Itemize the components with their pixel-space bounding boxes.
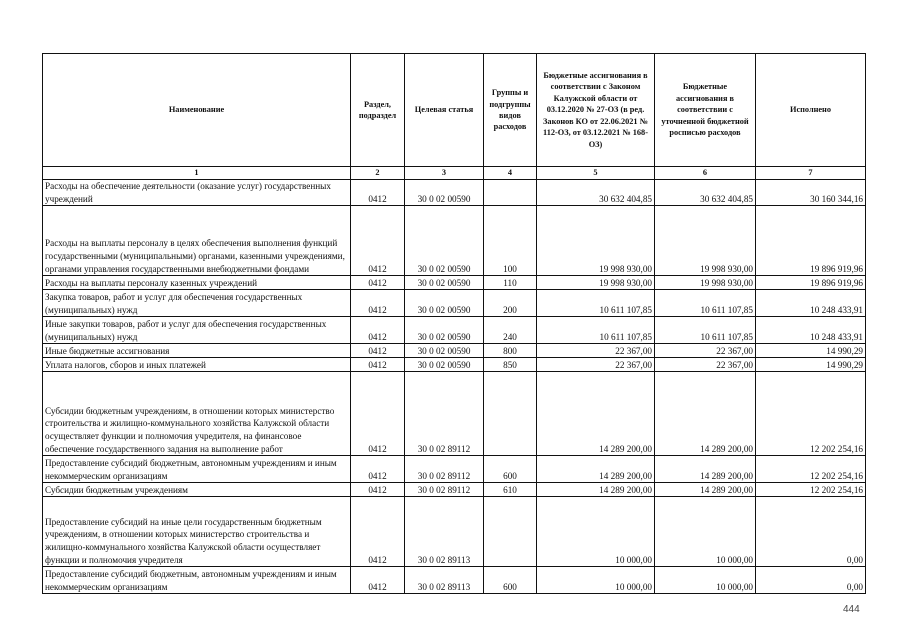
header-executed: Исполнено <box>756 54 866 167</box>
row-section: 0412 <box>351 372 405 456</box>
row-law-amount: 14 289 200,00 <box>537 456 655 483</box>
row-target-article: 30 0 02 89113 <box>405 497 484 567</box>
table-row <box>43 483 866 497</box>
row-name: Иные закупки товаров, работ и услуг для обеспечения государственных (муниципальных) нужд <box>43 317 351 344</box>
row-executed-amount: 10 248 433,91 <box>756 317 866 344</box>
row-law-amount: 10 611 107,85 <box>537 290 655 317</box>
row-executed-amount: 12 202 254,16 <box>756 372 866 456</box>
row-section: 0412 <box>351 180 405 206</box>
header-refined-appropriations: Бюджетные ассигнования в соответствии с уточненной бюджетной росписью расходов <box>655 54 756 167</box>
row-executed-amount: 19 896 919,96 <box>756 206 866 276</box>
row-expense-group <box>484 372 537 456</box>
table-row <box>43 372 866 456</box>
table-row <box>43 317 866 344</box>
row-law-amount: 22 367,00 <box>537 358 655 372</box>
row-name: Иные бюджетные ассигнования <box>43 344 351 358</box>
row-target-article: 30 0 02 89112 <box>405 483 484 497</box>
row-executed-amount: 14 990,29 <box>756 344 866 358</box>
row-expense-group: 850 <box>484 358 537 372</box>
row-section: 0412 <box>351 276 405 290</box>
table-row <box>43 456 866 483</box>
row-expense-group: 110 <box>484 276 537 290</box>
row-name: Предоставление субсидий бюджетным, автономным учреждениям и иным некоммерческим организациям <box>43 567 351 594</box>
row-target-article: 30 0 02 00590 <box>405 180 484 206</box>
column-number: 4 <box>484 167 537 180</box>
row-name: Предоставление субсидий на иные цели государственным бюджетным учреждениям, в отношении которых министерство строительства и жилищно-коммунального хозяйства Калужской области осуществляет функции и полномочия учредителя <box>43 497 351 567</box>
row-name: Предоставление субсидий бюджетным, автономным учреждениям и иным некоммерческим организациям <box>43 456 351 483</box>
row-target-article: 30 0 02 00590 <box>405 317 484 344</box>
row-executed-amount: 12 202 254,16 <box>756 483 866 497</box>
row-target-article: 30 0 02 89113 <box>405 567 484 594</box>
row-section: 0412 <box>351 567 405 594</box>
table-row <box>43 180 866 206</box>
row-name: Расходы на обеспечение деятельности (оказание услуг) государственных учреждений <box>43 180 351 206</box>
row-executed-amount: 14 990,29 <box>756 358 866 372</box>
row-target-article: 30 0 02 00590 <box>405 358 484 372</box>
row-executed-amount: 19 896 919,96 <box>756 276 866 290</box>
row-refined-amount: 22 367,00 <box>655 344 756 358</box>
row-target-article: 30 0 02 89112 <box>405 372 484 456</box>
page-number: 444 <box>843 604 860 615</box>
row-section: 0412 <box>351 483 405 497</box>
table-row <box>43 206 866 276</box>
row-name: Уплата налогов, сборов и иных платежей <box>43 358 351 372</box>
row-expense-group: 800 <box>484 344 537 358</box>
row-target-article: 30 0 02 00590 <box>405 206 484 276</box>
row-expense-group <box>484 180 537 206</box>
row-executed-amount: 12 202 254,16 <box>756 456 866 483</box>
header-target-article: Целевая статья <box>405 54 484 167</box>
row-law-amount: 19 998 930,00 <box>537 206 655 276</box>
row-refined-amount: 14 289 200,00 <box>655 372 756 456</box>
row-expense-group: 200 <box>484 290 537 317</box>
table-row <box>43 497 866 567</box>
row-expense-group: 600 <box>484 456 537 483</box>
row-expense-group <box>484 497 537 567</box>
row-refined-amount: 14 289 200,00 <box>655 483 756 497</box>
row-refined-amount: 19 998 930,00 <box>655 206 756 276</box>
row-law-amount: 10 000,00 <box>537 567 655 594</box>
column-number: 3 <box>405 167 484 180</box>
header-name: Наименование <box>43 54 351 167</box>
header-row <box>43 54 866 167</box>
row-refined-amount: 10 000,00 <box>655 497 756 567</box>
row-section: 0412 <box>351 290 405 317</box>
row-name: Расходы на выплаты персоналу казенных учреждений <box>43 276 351 290</box>
row-name: Расходы на выплаты персоналу в целях обеспечения выполнения функций государственными (муниципальными) органами, казенными учреждениями, органами управления государственными внебюджетными фондами <box>43 206 351 276</box>
row-law-amount: 22 367,00 <box>537 344 655 358</box>
row-section: 0412 <box>351 317 405 344</box>
row-target-article: 30 0 02 89112 <box>405 456 484 483</box>
row-refined-amount: 10 000,00 <box>655 567 756 594</box>
row-expense-group: 100 <box>484 206 537 276</box>
row-law-amount: 30 632 404,85 <box>537 180 655 206</box>
row-refined-amount: 19 998 930,00 <box>655 276 756 290</box>
column-number: 1 <box>43 167 351 180</box>
row-name: Закупка товаров, работ и услуг для обеспечения государственных (муниципальных) нужд <box>43 290 351 317</box>
row-refined-amount: 10 611 107,85 <box>655 317 756 344</box>
row-section: 0412 <box>351 206 405 276</box>
table-row <box>43 344 866 358</box>
row-section: 0412 <box>351 497 405 567</box>
row-section: 0412 <box>351 344 405 358</box>
header-section: Раздел, подраздел <box>351 54 405 167</box>
table-row <box>43 358 866 372</box>
row-name: Субсидии бюджетным учреждениям, в отношении которых министерство строительства и жилищно-коммунального хозяйства Калужской области осуществляет функции и полномочия учредителя, на финансовое обеспечение государственного задания на выполнение работ <box>43 372 351 456</box>
row-expense-group: 600 <box>484 567 537 594</box>
row-executed-amount: 0,00 <box>756 567 866 594</box>
row-refined-amount: 10 611 107,85 <box>655 290 756 317</box>
row-refined-amount: 22 367,00 <box>655 358 756 372</box>
row-law-amount: 14 289 200,00 <box>537 483 655 497</box>
budget-execution-table <box>42 53 866 594</box>
column-number: 2 <box>351 167 405 180</box>
row-expense-group: 610 <box>484 483 537 497</box>
table-row <box>43 276 866 290</box>
row-law-amount: 14 289 200,00 <box>537 372 655 456</box>
column-number-row <box>43 167 866 180</box>
row-executed-amount: 0,00 <box>756 497 866 567</box>
row-law-amount: 10 611 107,85 <box>537 317 655 344</box>
row-refined-amount: 14 289 200,00 <box>655 456 756 483</box>
row-section: 0412 <box>351 358 405 372</box>
row-executed-amount: 10 248 433,91 <box>756 290 866 317</box>
row-law-amount: 10 000,00 <box>537 497 655 567</box>
table-row <box>43 290 866 317</box>
row-target-article: 30 0 02 00590 <box>405 290 484 317</box>
row-target-article: 30 0 02 00590 <box>405 276 484 290</box>
column-number: 5 <box>537 167 655 180</box>
row-executed-amount: 30 160 344,16 <box>756 180 866 206</box>
row-section: 0412 <box>351 456 405 483</box>
header-law-appropriations: Бюджетные ассигнования в соответствии с Законом Калужской области от 03.12.2020 № 27-ОЗ (в ред. Законов КО от 22.06.2021 № 112-ОЗ, от 03.12.2021 № 168-ОЗ) <box>537 54 655 167</box>
row-expense-group: 240 <box>484 317 537 344</box>
row-name: Субсидии бюджетным учреждениям <box>43 483 351 497</box>
row-target-article: 30 0 02 00590 <box>405 344 484 358</box>
header-expense-group: Группы и подгруппы видов расходов <box>484 54 537 167</box>
column-number: 6 <box>655 167 756 180</box>
row-refined-amount: 30 632 404,85 <box>655 180 756 206</box>
column-number: 7 <box>756 167 866 180</box>
row-law-amount: 19 998 930,00 <box>537 276 655 290</box>
table-row <box>43 567 866 594</box>
